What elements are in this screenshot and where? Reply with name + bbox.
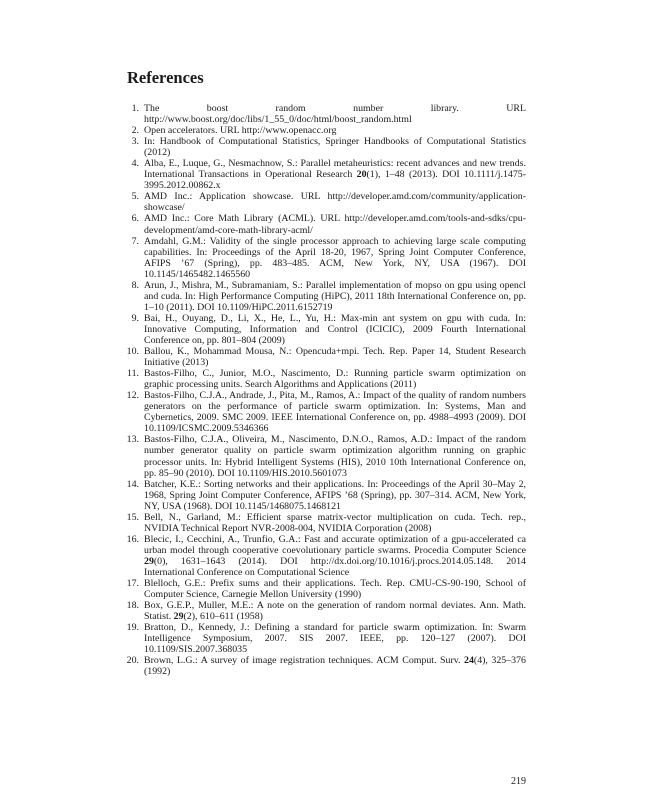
- reference-number: 4.: [131, 158, 139, 170]
- reference-item: [122, 434, 526, 478]
- reference-text-segment: AMD Inc.: Core Math Library (ACML). URL http://developer.amd.com/tools-and-sdks/cpu-development/amd-core-math-library-acml/: [144, 213, 526, 236]
- reference-number: 6.: [131, 213, 139, 225]
- reference-text: [144, 213, 526, 235]
- reference-text-segment: (0), 1631–1643 (2014). DOI http://dx.doi.org/10.1016/j.procs.2014.05.148. 2014 International Conference on Computational Science: [144, 555, 526, 578]
- reference-text: [144, 600, 526, 622]
- reference-text: [144, 479, 526, 512]
- reference-number: 7.: [131, 235, 139, 247]
- reference-text: [144, 622, 526, 655]
- reference-text: [144, 578, 526, 600]
- reference-number: 20.: [126, 655, 139, 667]
- reference-text: [144, 368, 526, 390]
- reference-text: [144, 346, 526, 368]
- reference-text-segment: Box, G.E.P., Muller, M.E.: A note on the generation of random normal deviates. Ann. Math. Statist.: [144, 600, 526, 623]
- reference-text-segment: Bastos-Filho, C.J.A., Andrade, J., Pita, M., Ramos, A.: Impact of the quality of random numbers generators on the performance of particle swarm optimization. In: Systems, Man and Cybernetics, 2009. SMC 2009. IEEE International Conference on, pp. 4988–4993 (2009). DOI 10.1109/ICSMC.2009.5346366: [144, 390, 526, 435]
- reference-text: [144, 655, 526, 677]
- reference-text: [144, 534, 526, 578]
- reference-item: [122, 534, 526, 578]
- reference-text-segment: (4), 325–376 (1992): [144, 655, 526, 678]
- reference-text-segment: Bratton, D., Kennedy, J.: Defining a standard for particle swarm optimization. In: Swarm Intelligence Symposium, 2007. SIS 2007. IEEE, pp. 120–127 (2007). DOI 10.1109/SIS.2007.368035: [144, 622, 526, 656]
- reference-number: 18.: [126, 600, 139, 612]
- reference-text-segment: The boost random number library. URL http://www.boost.org/doc/libs/1_55_0/doc/html/boost_random.html: [144, 103, 526, 126]
- reference-item: [122, 479, 526, 512]
- reference-item: [122, 103, 526, 125]
- reference-volume: 24: [464, 655, 474, 667]
- reference-volume: 29: [173, 611, 184, 623]
- reference-text: [144, 313, 526, 346]
- reference-item: [122, 236, 526, 280]
- reference-text-segment: (1), 1–48 (2013). DOI 10.1111/j.1475-3995.2012.00862.x: [144, 169, 526, 192]
- reference-text-segment: AMD Inc.: Application showcase. URL http://developer.amd.com/community/application-showcase/: [144, 191, 526, 214]
- reference-item: [122, 512, 526, 534]
- reference-item: [122, 313, 526, 346]
- reference-number: 17.: [126, 578, 139, 590]
- reference-text: [144, 191, 526, 213]
- reference-number: 13.: [126, 434, 139, 446]
- reference-text: [144, 158, 526, 191]
- page-number: 219: [511, 776, 526, 787]
- reference-number: 1.: [131, 103, 139, 114]
- reference-list: [122, 103, 526, 677]
- reference-number: 3.: [131, 136, 139, 148]
- reference-item: [122, 655, 526, 677]
- reference-item: [122, 368, 526, 390]
- reference-text: [144, 236, 526, 280]
- reference-text-segment: Bell, N., Garland, M.: Efficient sparse matrix-vector multiplication on cuda. Tech. rep., NVIDIA Technical Report NVR-2008-004, NVIDIA Corporation (2008): [144, 511, 526, 534]
- reference-item: [122, 622, 526, 655]
- reference-number: 8.: [131, 279, 139, 291]
- reference-volume: 29: [144, 555, 154, 567]
- reference-item: [122, 578, 526, 600]
- reference-text-segment: Ballou, K., Mohammad Mousa, N.: Opencuda+mpi. Tech. Rep. Paper 14, Student Research Initiative (2013): [144, 346, 526, 369]
- reference-item: [122, 390, 526, 434]
- reference-text: [144, 434, 526, 478]
- reference-text-segment: Blecic, I., Cecchini, A., Trunfio, G.A.: Fast and accurate optimization of a gpu-accelerated ca urban model through cooperative coevolutionary particle swarms. Procedia Computer Science: [144, 533, 526, 556]
- reference-text: [144, 390, 526, 434]
- reference-number: 11.: [127, 368, 139, 380]
- reference-text-segment: Bai, H., Ouyang, D., Li, X., He, L., Yu, H.: Max-min ant system on gpu with cuda. In: Innovative Computing, Information and Control (ICICIC), 2009 Fourth International Conference on, pp. 801–804 (2009): [144, 312, 526, 346]
- reference-number: 12.: [126, 390, 139, 402]
- reference-text-segment: Bastos-Filho, C., Junior, M.O., Nascimento, D.: Running particle swarm optimization on graphic processing units. Search Algorithms and Applications (2011): [144, 368, 526, 391]
- reference-item: [122, 136, 526, 158]
- reference-number: 2.: [131, 125, 139, 137]
- reference-text-segment: In: Handbook of Computational Statistics, Springer Handbooks of Computational Statistics (2012): [144, 136, 526, 159]
- reference-item: [122, 213, 526, 235]
- reference-number: 19.: [126, 622, 139, 634]
- reference-text-segment: Batcher, K.E.: Sorting networks and their applications. In: Proceedings of the April 30–May 2, 1968, Spring Joint Computer Conference, AFIPS ’68 (Spring), pp. 307–314. ACM, New York, NY, USA (1968). DOI 10.1145/1468075.1468121: [144, 478, 526, 512]
- reference-volume: 20: [356, 169, 367, 181]
- reference-text: [144, 512, 526, 534]
- reference-text: [144, 103, 526, 125]
- reference-item: [122, 191, 526, 213]
- reference-number: 15.: [126, 511, 139, 523]
- reference-text: [144, 125, 526, 136]
- reference-number: 9.: [131, 312, 139, 324]
- reference-text-segment: Brown, L.G.: A survey of image registration techniques. ACM Comput. Surv.: [144, 655, 465, 667]
- references-heading: References: [127, 68, 204, 87]
- reference-number: 10.: [126, 346, 139, 358]
- reference-text-segment: Bastos-Filho, C.J.A., Oliveira, M., Nascimento, D.N.O., Ramos, A.D.: Impact of the random number generator quality on particle swarm optimization algorithm running on graphic processor units. In: Hybrid Intelligent Systems (HIS), 2010 10th International Conference on, pp. 85–90 (2010). DOI 10.1109/HIS.2010.5601073: [144, 434, 526, 479]
- reference-text-segment: (2), 610–611 (1958): [183, 611, 263, 623]
- reference-number: 16.: [126, 533, 139, 545]
- reference-text-segment: Arun, J., Mishra, M., Subramaniam, S.: Parallel implementation of mopso on gpu using opencl and cuda. In: High Performance Computing (HiPC), 2011 18th International Conference on, pp. 1–10 (2011). DOI 10.1109/HiPC.2011.6152719: [144, 279, 526, 313]
- reference-text: [144, 136, 526, 158]
- reference-text-segment: Alba, E., Luque, G., Nesmachnow, S.: Parallel metaheuristics: recent advances and new trends. International Transactions in Operational Research: [144, 158, 526, 181]
- reference-number: 5.: [131, 191, 139, 203]
- reference-item: [122, 600, 526, 622]
- reference-text-segment: Blelloch, G.E.: Prefix sums and their applications. Tech. Rep. CMU-CS-90-190, School of Computer Science, Carnegie Mellon University (1990): [144, 578, 526, 601]
- reference-item: [122, 280, 526, 313]
- reference-text-segment: Amdahl, G.M.: Validity of the single processor approach to achieving large scale computing capabilities. In: Proceedings of the April 18-20, 1967, Spring Joint Computer Conference, AFIPS ’67 (Spring), pp. 483–485. ACM, New York, NY, USA (1967). DOI 10.1145/1465482.1465560: [144, 235, 526, 280]
- reference-item: [122, 346, 526, 368]
- reference-text: [144, 280, 526, 313]
- reference-number: 14.: [126, 478, 139, 490]
- reference-text-segment: Open accelerators. URL http://www.openacc.org: [144, 125, 337, 137]
- reference-item: [122, 125, 526, 136]
- reference-item: [122, 158, 526, 191]
